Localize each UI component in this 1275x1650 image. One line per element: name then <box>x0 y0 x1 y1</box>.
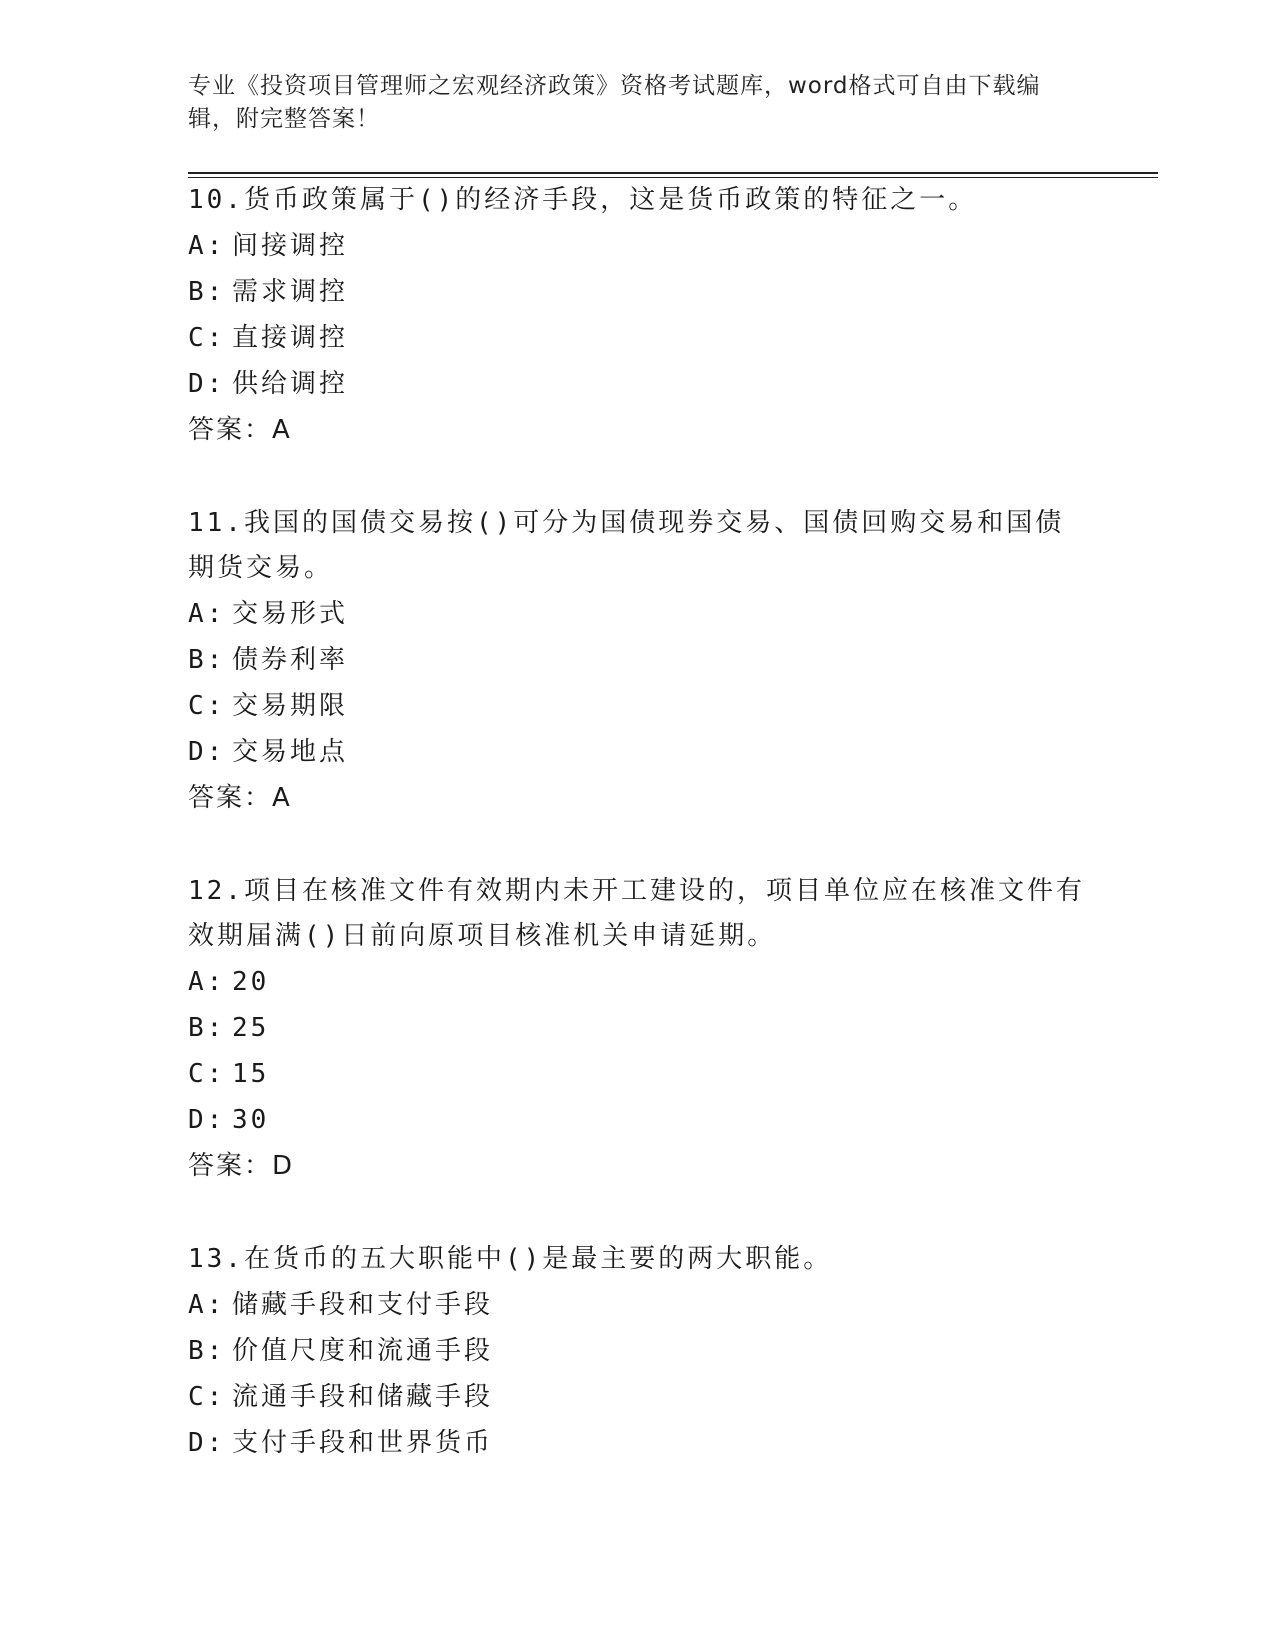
document-header: 专业《投资项目管理师之宏观经济政策》资格考试题库，word格式可自由下载编辑，附完整答案！ <box>188 73 1041 132</box>
option-text: 储藏手段和支付手段 <box>232 1290 494 1320</box>
option-b <box>188 1328 1158 1374</box>
option-text: 供给调控 <box>232 369 349 399</box>
option-letter: B: <box>188 1336 226 1366</box>
answer-value: D <box>272 1151 295 1181</box>
option-b <box>188 637 1158 683</box>
question-10 <box>188 178 1158 453</box>
option-letter: D: <box>188 369 226 399</box>
option-b <box>188 1005 1158 1051</box>
option-c <box>188 683 1158 729</box>
option-text: 20 <box>232 967 270 997</box>
document-page <box>188 70 1158 1514</box>
option-letter: D: <box>188 1428 226 1458</box>
option-letter: B: <box>188 1013 226 1043</box>
option-text: 流通手段和储藏手段 <box>232 1382 494 1412</box>
question-text: 12.项目在核准文件有效期内未开工建设的，项目单位应在核准文件有效期届满()日前向原项目核准机关申请延期。 <box>188 876 1085 951</box>
option-text: 15 <box>232 1059 270 1089</box>
option-a <box>188 959 1158 1005</box>
option-text: 需求调控 <box>232 277 349 307</box>
answer-line <box>188 775 1158 821</box>
option-d <box>188 1420 1158 1466</box>
option-letter: C: <box>188 1382 226 1412</box>
option-c <box>188 1374 1158 1420</box>
question-13 <box>188 1237 1158 1466</box>
option-letter: A: <box>188 231 226 261</box>
option-letter: A: <box>188 599 226 629</box>
option-c <box>188 315 1158 361</box>
option-text: 交易期限 <box>232 691 349 721</box>
option-letter: D: <box>188 737 226 767</box>
option-text: 交易形式 <box>232 599 349 629</box>
answer-label: 答案： <box>188 1151 273 1181</box>
option-letter: C: <box>188 1059 226 1089</box>
question-text: 10.货币政策属于()的经济手段，这是货币政策的特征之一。 <box>188 185 978 215</box>
answer-value: A <box>272 783 292 813</box>
option-text: 间接调控 <box>232 231 349 261</box>
option-letter: C: <box>188 691 226 721</box>
option-text: 债券利率 <box>232 645 349 675</box>
option-text: 30 <box>232 1105 270 1135</box>
option-text: 直接调控 <box>232 323 349 353</box>
option-letter: B: <box>188 645 226 675</box>
question-12 <box>188 869 1158 1189</box>
option-letter: C: <box>188 323 226 353</box>
option-d <box>188 1097 1158 1143</box>
answer-line <box>188 407 1158 453</box>
option-a <box>188 1282 1158 1328</box>
option-d <box>188 729 1158 775</box>
option-b <box>188 269 1158 315</box>
option-a <box>188 223 1158 269</box>
option-letter: A: <box>188 967 226 997</box>
option-letter: A: <box>188 1290 226 1320</box>
option-c <box>188 1051 1158 1097</box>
option-d <box>188 361 1158 407</box>
answer-label: 答案： <box>188 415 273 445</box>
answer-label: 答案： <box>188 783 273 813</box>
option-text: 25 <box>232 1013 270 1043</box>
option-text: 价值尺度和流通手段 <box>232 1336 494 1366</box>
option-text: 支付手段和世界货币 <box>232 1428 494 1458</box>
question-text: 13.在货币的五大职能中()是最主要的两大职能。 <box>188 1244 833 1274</box>
option-a <box>188 591 1158 637</box>
question-text: 11.我国的国债交易按()可分为国债现券交易、国债回购交易和国债期货交易。 <box>188 508 1065 583</box>
option-letter: D: <box>188 1105 226 1135</box>
option-letter: B: <box>188 277 226 307</box>
answer-line <box>188 1143 1158 1189</box>
answer-value: A <box>272 415 292 445</box>
question-11 <box>188 501 1158 821</box>
option-text: 交易地点 <box>232 737 349 767</box>
